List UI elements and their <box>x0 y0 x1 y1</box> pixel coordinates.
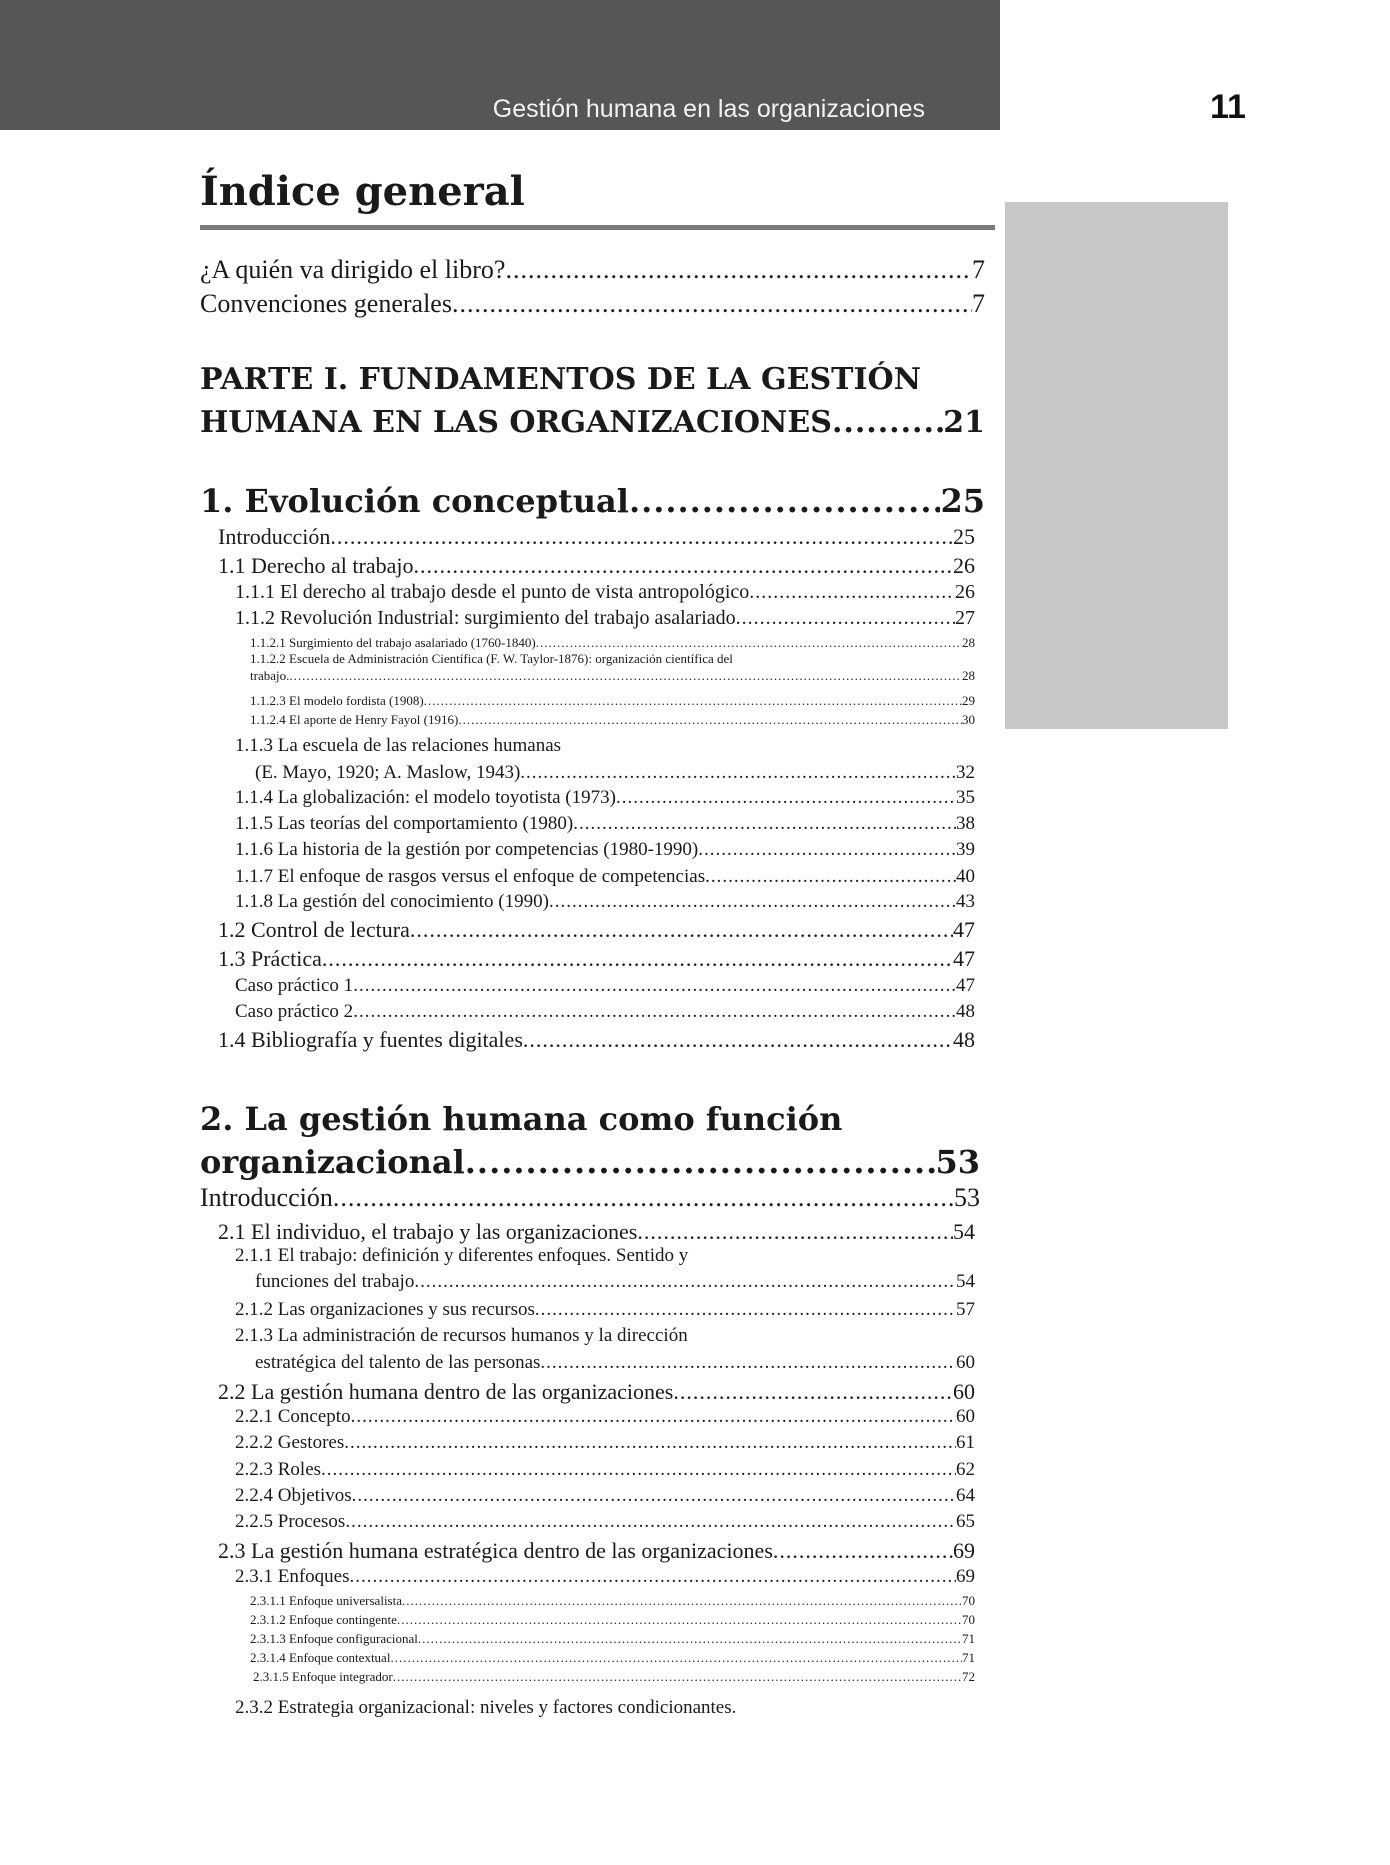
toc-leader <box>832 405 943 440</box>
toc-entry-continuation: funciones del trabajo <box>255 1271 415 1292</box>
toc-leader <box>465 1143 936 1181</box>
toc-entry-label: 1.1.6 La historia de la gestión por competencias (1980-1990) <box>235 839 699 860</box>
toc-entry <box>218 1379 975 1405</box>
toc-entry-page: 47 <box>953 946 975 971</box>
toc-entry-page: 26 <box>955 581 975 603</box>
running-title: Gestión humana en las organizaciones <box>492 95 925 123</box>
toc-entry-page: 43 <box>956 891 975 912</box>
toc-entry-label-line: 1.1.3 La escuela de las relaciones humanas <box>235 735 562 756</box>
toc-leader <box>333 1183 954 1213</box>
toc-entry-page: 60 <box>956 1352 975 1373</box>
toc-leader <box>523 1027 953 1053</box>
toc-entry-label: 2.1.2 Las organizaciones y sus recursos <box>235 1299 535 1320</box>
toc-leader <box>352 1485 956 1507</box>
toc-leader <box>673 1379 953 1405</box>
toc-entry <box>235 1299 975 1321</box>
toc-entry-label: Introducción <box>200 1183 333 1212</box>
toc-entry <box>218 917 975 943</box>
toc-entry <box>218 946 975 972</box>
toc-entry-page: 38 <box>956 813 975 834</box>
toc-entry-label: 2.2.2 Gestores <box>235 1432 345 1453</box>
part-heading-entry <box>200 405 985 440</box>
toc-entry-page: 30 <box>962 712 975 727</box>
chapter-heading-page: 25 <box>940 482 985 520</box>
toc-entry <box>255 762 975 784</box>
page-title: Índice general <box>200 168 525 215</box>
toc-entry-label-line: 2.1.1 El trabajo: definición y diferentes enfoques. Sentido y <box>235 1245 689 1266</box>
toc-entry <box>255 1271 975 1293</box>
part-heading-page: 21 <box>943 405 985 440</box>
toc-entry-continuation: trabajo. <box>250 668 290 683</box>
toc-entry-page: 47 <box>953 917 975 942</box>
toc-entry-label: 2.2.1 Concepto <box>235 1406 351 1427</box>
toc-entry <box>235 1406 975 1428</box>
page-number: 11 <box>1210 88 1246 126</box>
toc-leader <box>458 712 962 728</box>
toc-leader <box>637 1219 953 1245</box>
toc-leader <box>424 693 962 709</box>
toc-entry-page: 70 <box>962 1593 975 1608</box>
chapter-heading-label: organizacional <box>200 1143 465 1181</box>
toc-entry <box>250 635 975 651</box>
toc-leader <box>418 1631 962 1647</box>
toc-leader <box>397 1612 962 1628</box>
toc-entry <box>235 839 975 861</box>
toc-entry-label: 1.1.7 El enfoque de rasgos versus el enfoque de competencias <box>235 866 706 887</box>
toc-leader <box>289 668 962 684</box>
toc-front-entry <box>200 289 985 319</box>
toc-entry <box>250 668 975 684</box>
toc-leader <box>705 866 956 888</box>
toc-front-entry <box>200 255 985 285</box>
chapter-heading-label: 1. Evolución conceptual <box>200 482 629 520</box>
toc-entry-page: 47 <box>956 975 975 996</box>
toc-entry <box>235 1001 975 1023</box>
toc-entry-label: Caso práctico 2 <box>235 1001 354 1022</box>
toc-entry-label: 1.1.5 Las teorías del comportamiento (1980) <box>235 813 574 834</box>
toc-leader <box>414 1271 956 1293</box>
toc-entry-page: 65 <box>956 1511 975 1532</box>
toc-entry-label: 1.1.2 Revolución Industrial: surgimiento del trabajo asalariado <box>235 607 736 629</box>
toc-leader <box>520 762 956 784</box>
toc-entry <box>250 1593 975 1609</box>
toc-entry-label: 1.1 Derecho al trabajo <box>218 553 414 578</box>
toc-leader <box>549 891 956 913</box>
toc-entry <box>255 1352 975 1374</box>
toc-entry <box>235 866 975 888</box>
toc-leader <box>393 1669 962 1685</box>
toc-entry-page: 28 <box>962 635 975 650</box>
toc-entry-page: 40 <box>956 866 975 887</box>
toc-entry <box>250 1650 975 1666</box>
chapter-heading-entry <box>200 482 985 520</box>
toc-entry-label: 2.1 El individuo, el trabajo y las organizaciones <box>218 1219 638 1244</box>
toc-entry-page: 72 <box>962 1669 975 1684</box>
toc-entry-page: 64 <box>956 1485 975 1506</box>
toc-entry <box>235 1485 975 1507</box>
toc-entry-page: 60 <box>956 1406 975 1427</box>
toc-entry <box>250 1631 975 1647</box>
toc-entry-label: 2.3.1.3 Enfoque configuracional <box>250 1631 418 1646</box>
toc-entry-label: 1.1.8 La gestión del conocimiento (1990) <box>235 891 549 912</box>
toc-entry <box>235 1566 975 1588</box>
toc-entry <box>235 891 975 913</box>
toc-entry <box>235 1459 975 1481</box>
chapter-heading-page: 53 <box>935 1143 980 1181</box>
toc-entry-page: 39 <box>956 839 975 860</box>
toc-entry-label: 1.1.2.1 Surgimiento del trabajo asalariado (1760-1840) <box>250 635 536 650</box>
toc-leader <box>350 1566 956 1588</box>
part-heading-line: PARTE I. FUNDAMENTOS DE LA GESTIÓN <box>200 362 922 397</box>
part-heading-label: HUMANA EN LAS ORGANIZACIONES <box>200 405 832 440</box>
toc-entry-page: 69 <box>956 1566 975 1587</box>
toc-entry <box>253 1669 975 1685</box>
toc-entry <box>250 1612 975 1628</box>
toc-entry <box>218 1219 975 1245</box>
toc-entry-label: 1.1.1 El derecho al trabajo desde el punto de vista antropológico <box>235 581 750 603</box>
toc-entry <box>235 787 975 809</box>
toc-entry-label-line: 1.1.2.2 Escuela de Administración Científica (F. W. Taylor-1876): organización científica del <box>250 651 733 666</box>
toc-leader <box>536 635 962 651</box>
toc-entry-page: 7 <box>972 289 985 318</box>
toc-leader <box>505 255 972 285</box>
toc-leader <box>736 607 955 630</box>
toc-entry-label: 2.2 La gestión humana dentro de las organizaciones <box>218 1379 674 1404</box>
toc-leader <box>535 1299 956 1321</box>
toc-entry-page: 27 <box>955 607 975 629</box>
toc-leader <box>573 813 956 835</box>
toc-entry-page: 29 <box>962 693 975 708</box>
toc-entry-label-line: 2.1.3 La administración de recursos humanos y la dirección <box>235 1325 688 1346</box>
toc-entry <box>235 581 975 604</box>
toc-entry-label: 2.3.1 Enfoques <box>235 1566 350 1587</box>
toc-entry-page: 48 <box>956 1001 975 1022</box>
toc-entry-label: 2.2.4 Objetivos <box>235 1485 352 1506</box>
toc-leader <box>344 1432 956 1454</box>
toc-entry-page: 54 <box>956 1271 975 1292</box>
toc-entry-page: 57 <box>956 1299 975 1320</box>
toc-entry-page: 7 <box>972 255 985 284</box>
toc-entry-page: 71 <box>962 1631 975 1646</box>
toc-entry-label: 1.1.2.3 El modelo fordista (1908) <box>250 693 424 708</box>
toc-entry-label: 2.3.1.4 Enfoque contextual <box>250 1650 391 1665</box>
toc-entry-page: 32 <box>956 762 975 783</box>
toc-leader <box>330 524 953 550</box>
toc-entry-page: 61 <box>956 1432 975 1453</box>
toc-entry-continuation: estratégica del talento de las personas <box>255 1352 541 1373</box>
toc-entry-page: 54 <box>953 1219 975 1244</box>
toc-entry <box>235 1511 975 1533</box>
toc-entry-page: 70 <box>962 1612 975 1627</box>
toc-leader <box>322 946 953 972</box>
toc-leader <box>390 1650 962 1666</box>
toc-entry-page: 48 <box>953 1027 975 1052</box>
toc-leader <box>698 839 956 861</box>
toc-entry <box>218 1538 975 1564</box>
toc-entry <box>218 553 975 579</box>
toc-entry: 2.3.2 Estrategia organizacional: niveles y factores condicionantes. <box>235 1697 737 1718</box>
toc-entry <box>235 607 975 630</box>
toc-entry-page: 60 <box>953 1379 975 1404</box>
toc-entry-label: 2.2.5 Procesos <box>235 1511 346 1532</box>
toc-entry <box>235 1432 975 1454</box>
toc-entry-page: 62 <box>956 1459 975 1480</box>
toc-entry <box>250 712 975 728</box>
toc-entry-label: Introducción <box>218 524 331 549</box>
toc-entry-label: 2.3.1.2 Enfoque contingente <box>250 1612 397 1627</box>
toc-entry <box>218 1027 975 1053</box>
toc-entry-label: Caso práctico 1 <box>235 975 354 996</box>
toc-leader <box>629 482 941 520</box>
toc-entry-label: 2.3 La gestión humana estratégica dentro de las organizaciones <box>218 1538 773 1563</box>
toc-leader <box>749 581 955 604</box>
toc-entry-label: 1.4 Bibliografía y fuentes digitales <box>218 1027 523 1052</box>
toc-entry-page: 28 <box>962 668 975 683</box>
toc-leader <box>321 1459 956 1481</box>
toc-leader <box>410 917 953 943</box>
toc-leader <box>353 975 956 997</box>
toc-entry-continuation: (E. Mayo, 1920; A. Maslow, 1943) <box>255 762 521 783</box>
toc-entry-label: 2.3.1.5 Enfoque integrador <box>253 1669 393 1684</box>
toc-leader <box>345 1511 956 1533</box>
toc-entry-label: 1.1.4 La globalización: el modelo toyotista (1973) <box>235 787 616 808</box>
toc-leader <box>353 1001 956 1023</box>
toc-entry-page: 35 <box>956 787 975 808</box>
toc-leader <box>452 289 972 319</box>
toc-entry <box>200 1183 980 1213</box>
toc-entry-label: 2.3.1.1 Enfoque universalista <box>250 1593 402 1608</box>
toc-entry-label: 2.2.3 Roles <box>235 1459 322 1480</box>
chapter-heading-entry <box>200 1143 980 1181</box>
toc-leader <box>413 553 953 579</box>
toc-leader <box>351 1406 956 1428</box>
toc-entry-page: 26 <box>953 553 975 578</box>
toc-entry <box>250 693 975 709</box>
toc-entry-page: 53 <box>954 1183 980 1212</box>
toc-entry-label: Convenciones generales <box>200 289 452 318</box>
chapter-heading-line: 2. La gestión humana como función <box>200 1100 843 1138</box>
toc-entry <box>235 813 975 835</box>
toc-leader <box>402 1593 962 1609</box>
toc-entry-page: 69 <box>953 1538 975 1563</box>
toc-leader <box>540 1352 956 1374</box>
toc-leader <box>616 787 956 809</box>
toc-entry-page: 71 <box>962 1650 975 1665</box>
toc-entry-label: 1.2 Control de lectura <box>218 917 410 942</box>
toc-entry-label: 1.1.2.4 El aporte de Henry Fayol (1916) <box>250 712 459 727</box>
toc-entry-label: ¿A quién va dirigido el libro? <box>200 255 506 284</box>
toc-entry-label: 1.3 Práctica <box>218 946 322 971</box>
toc-entry <box>235 975 975 997</box>
toc-entry <box>218 524 975 550</box>
toc-leader <box>773 1538 953 1564</box>
toc-entry-page: 25 <box>953 524 975 549</box>
